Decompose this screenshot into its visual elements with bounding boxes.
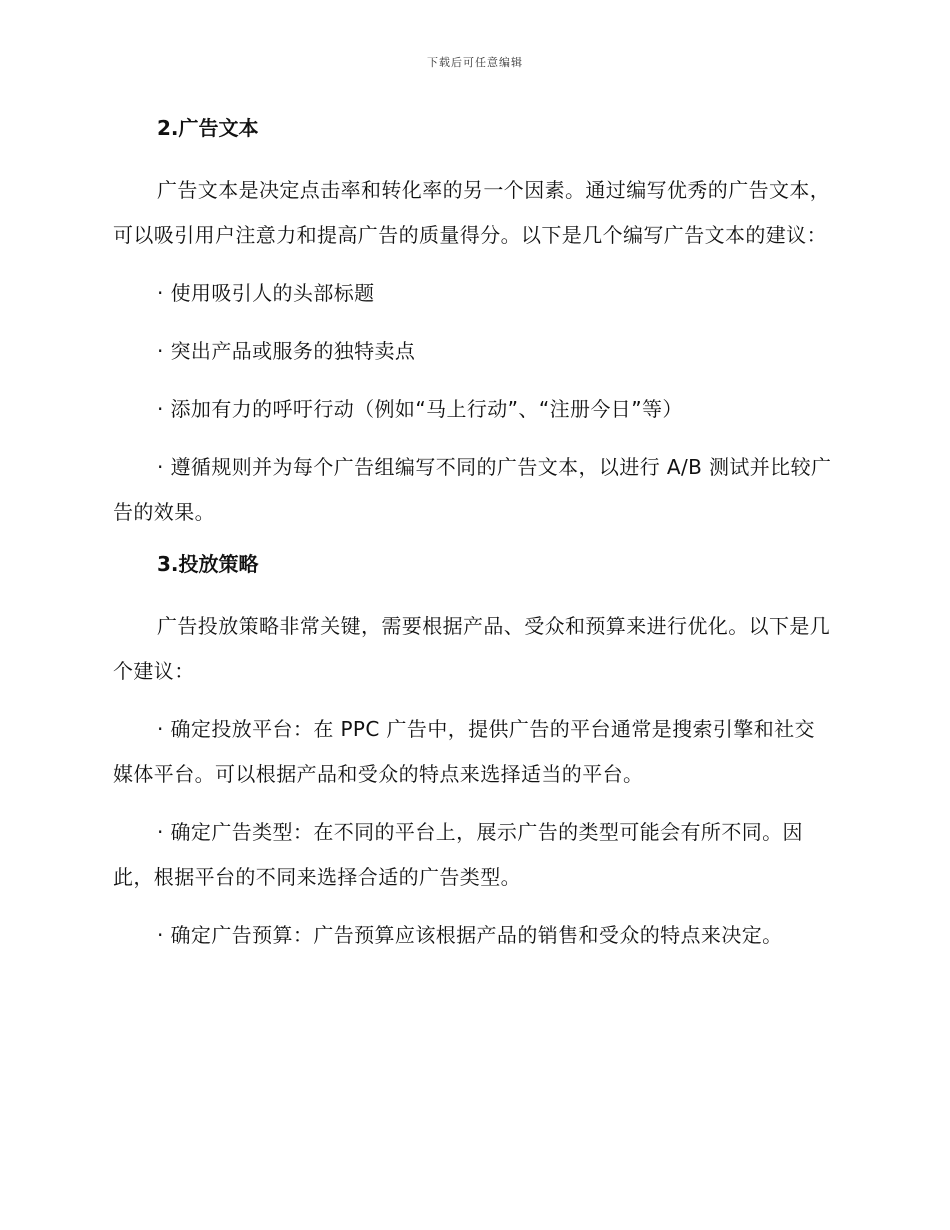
bullet-item: · 遵循规则并为每个广告组编写不同的广告文本，以进行 A/B 测试并比较广告的效果。: [113, 455, 832, 524]
paragraph-intro: 广告投放策略非常关键，需要根据产品、受众和预算来进行优化。以下是几个建议：: [113, 614, 831, 683]
bullet-item: · 确定投放平台：在 PPC 广告中，提供广告的平台通常是搜索引擎和社交媒体平台。可以根据产品和受众的特点来选择适当的平台。: [113, 717, 815, 786]
paragraph-intro: 广告文本是决定点击率和转化率的另一个因素。通过编写优秀的广告文本，可以吸引用户注意力和提高广告的质量得分。以下是几个编写广告文本的建议：: [113, 178, 831, 247]
bullet-item: · 使用吸引人的头部标题: [157, 281, 375, 305]
bullet-item: · 突出产品或服务的独特卖点: [157, 339, 416, 363]
bullet-item: · 添加有力的呼吁行动（例如“马上行动”、“注册今日”等）: [157, 397, 683, 421]
bullet-item: · 确定广告类型：在不同的平台上，展示广告的类型可能会有所不同。因此，根据平台的不同来选择合适的广告类型。: [113, 820, 803, 889]
section-ad-text: [113, 112, 833, 535]
section-heading: 3.投放策略: [157, 552, 259, 576]
page-header-note: 下载后可任意编辑: [427, 56, 523, 69]
section-heading: 2.广告文本: [157, 116, 259, 140]
section-strategy: [113, 548, 833, 958]
document-body: [113, 112, 833, 971]
bullet-item: · 确定广告预算：广告预算应该根据产品的销售和受众的特点来决定。: [157, 923, 783, 947]
